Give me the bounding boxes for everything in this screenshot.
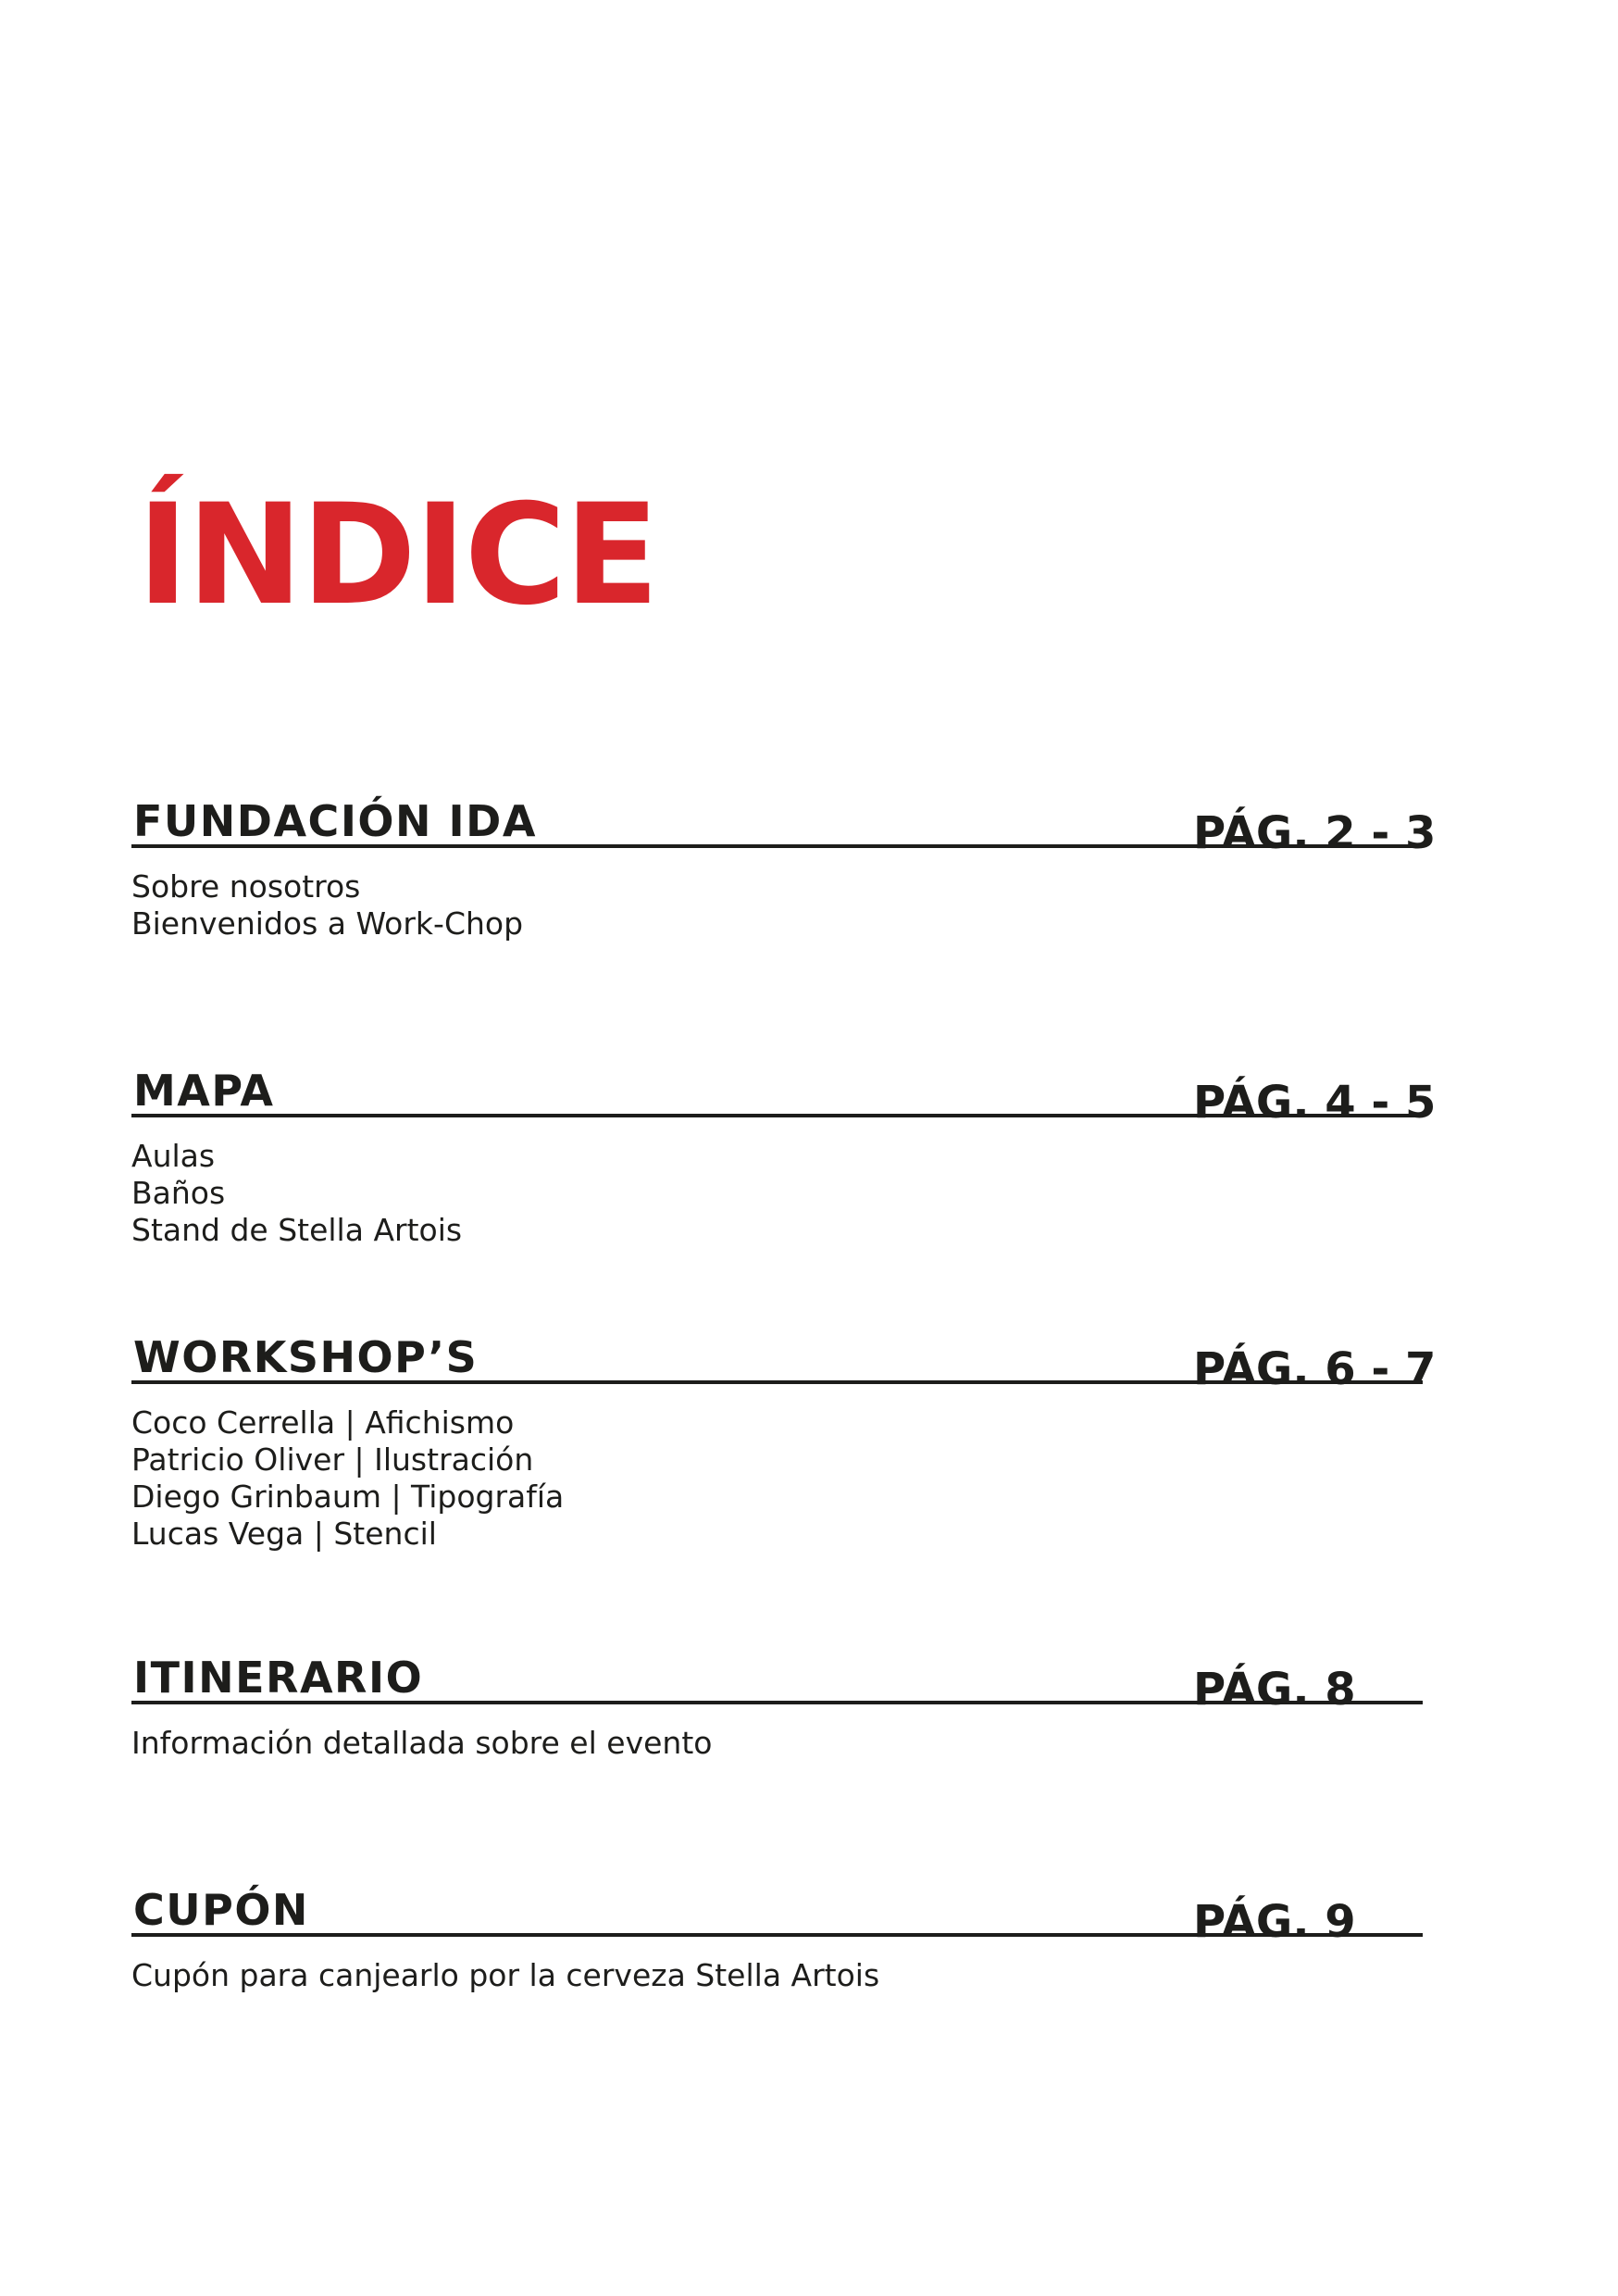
section-page-number: PÁG. 9 (1193, 1896, 1356, 1948)
list-item: Aulas (131, 1138, 216, 1174)
section-header (131, 1312, 1437, 1395)
section-items (131, 1404, 1423, 1553)
section-title: WORKSHOP’S (133, 1332, 479, 1382)
list-item: Información detallada sobre el evento (131, 1725, 713, 1761)
list-item: Sobre nosotros (131, 868, 361, 905)
section-page-number: PÁG. 8 (1193, 1664, 1356, 1716)
section-title: MAPA (133, 1066, 275, 1116)
section-header (131, 776, 1437, 859)
list-item: Diego Grinbaum | Tipografía (131, 1479, 565, 1515)
list-item: Baños (131, 1175, 226, 1211)
list-item: Stand de Stella Artois (131, 1212, 463, 1248)
section-page-number: PÁG. 2 - 3 (1193, 807, 1437, 859)
page-title: ÍNDICE (137, 475, 658, 636)
section-page-number: PÁG. 6 - 7 (1193, 1343, 1437, 1395)
section-title: ITINERARIO (133, 1653, 424, 1703)
section-items (131, 1957, 1423, 1994)
list-item: Cupón para canjearlo por la cerveza Stella Artois (131, 1957, 880, 1993)
section-title: CUPÓN (133, 1885, 309, 1935)
section-page-number: PÁG. 4 - 5 (1193, 1077, 1437, 1129)
list-item: Lucas Vega | Stencil (131, 1516, 437, 1552)
index-section-itinerario (131, 1632, 1423, 1762)
index-section-mapa (131, 1045, 1437, 1249)
section-title: FUNDACIÓN IDA (133, 796, 537, 846)
index-section-workshops (131, 1312, 1437, 1553)
section-items (131, 868, 1423, 942)
section-header (131, 1865, 1423, 1948)
list-item: Patricio Oliver | Ilustración (131, 1441, 534, 1478)
list-item: Bienvenidos a Work-Chop (131, 905, 524, 942)
index-section-cupon (131, 1865, 1423, 1994)
section-items (131, 1725, 1423, 1762)
section-header (131, 1045, 1437, 1129)
section-items (131, 1138, 1423, 1249)
index-section-fundacion-ida (131, 776, 1437, 942)
list-item: Coco Cerrella | Afichismo (131, 1404, 515, 1441)
section-header (131, 1632, 1423, 1716)
